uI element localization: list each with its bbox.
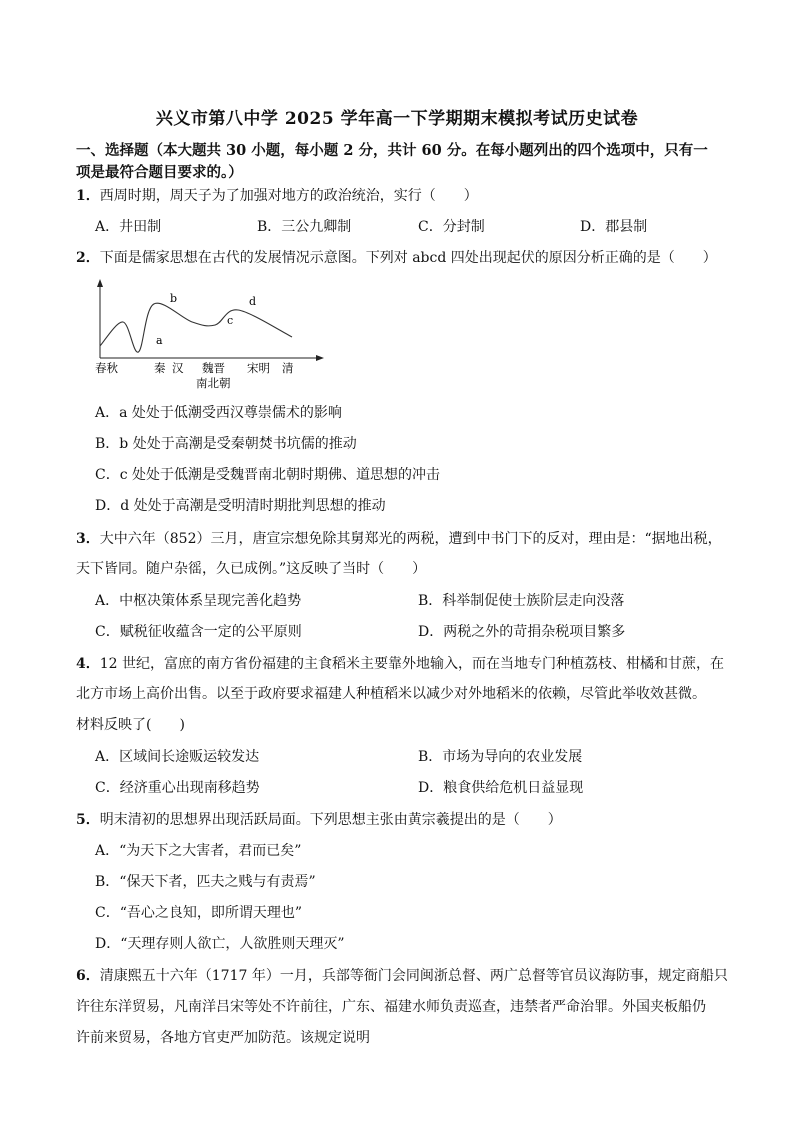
- chart-tick-label-songming: 宋明: [247, 361, 270, 375]
- chart-tick-label-chunqiu: 春秋: [95, 361, 118, 375]
- question-4-stem-line2: 北方市场上高价出售。以至于政府要求福建人种植稻米以减少对外地稻米的依赖，尽管此举收效甚微。: [76, 686, 706, 702]
- question-2-option-a: A．a 处处于低潮受西汉尊崇儒术的影响: [95, 405, 342, 421]
- section-heading-line1: 一、选择题（本大题共 30 小题，每小题 2 分，共计 60 分。在每小题列出的四个选项中，只有一: [76, 142, 708, 159]
- question-3-stem-line1: [76, 529, 756, 549]
- chart-point-label-a: a: [156, 334, 163, 347]
- confucianism-development-chart: [84, 275, 334, 395]
- question-5-option-c: C．“吾心之良知，即所谓天理也”: [95, 905, 303, 921]
- question-4-stem-line1: [76, 654, 756, 674]
- question-5-option-b: B．“保天下者，匹夫之贱与有责焉”: [95, 874, 316, 890]
- question-6-stem-line3: 许前来贸易，各地方官吏严加防范。该规定说明: [76, 1030, 370, 1046]
- question-3-option-b: B．科举制促使士族阶层走向没落: [418, 593, 625, 609]
- chart-tick-label-nanbeichao: 南北朝: [196, 376, 231, 390]
- question-4-option-c: C．经济重心出现南移趋势: [95, 780, 260, 796]
- chart-tick-label-han: 汉: [172, 361, 184, 375]
- question-5-stem: [76, 810, 756, 830]
- question-2-stem: [76, 248, 756, 268]
- question-6-number: 6．: [76, 968, 100, 984]
- question-6-stem-line1: [76, 966, 756, 986]
- chart-x-axis-arrow: [316, 355, 324, 361]
- question-4-stem-line3: 材料反映了( ): [76, 717, 185, 733]
- chart-tick-label-qin: 秦: [154, 361, 166, 375]
- question-4-text-1: 12 世纪，富庶的南方省份福建的主食稻米主要靠外地输入，而在当地专门种植荔枝、柑橘和甘蔗，在: [99, 656, 725, 672]
- chart-point-label-d: d: [249, 295, 257, 308]
- chart-y-axis-arrow: [97, 279, 103, 287]
- question-1-number: 1．: [76, 188, 100, 204]
- chart-point-label-b: b: [170, 292, 178, 305]
- question-4-option-d: D．粮食供给危机日益显现: [418, 780, 584, 796]
- question-3-option-a: A．中枢决策体系呈现完善化趋势: [95, 593, 302, 609]
- question-3-option-c: C．赋税征收蕴含一定的公平原则: [95, 624, 302, 640]
- question-2-number: 2．: [76, 250, 100, 266]
- question-3-option-d: D．两税之外的苛捐杂税项目繁多: [418, 624, 626, 640]
- question-6-text-1: 清康熙五十六年（1717 年）一月，兵部等衙门会同闽浙总督、两广总督等官员议海防事，规定商船只: [99, 968, 728, 984]
- page-title: 兴义市第八中学 2025 学年高一下学期期末模拟考试历史试卷: [155, 109, 639, 129]
- question-1-text: 西周时期，周天子为了加强对地方的政治统治，实行（ ）: [99, 188, 478, 204]
- chart-tick-label-qing: 清: [282, 361, 294, 375]
- question-5-text: 明末清初的思想界出现活跃局面。下列思想主张由黄宗羲提出的是（ ）: [99, 812, 562, 828]
- chart-point-label-c: c: [227, 314, 234, 327]
- question-3-stem-line2: 天下皆同。随户杂徭，久已成例。”这反映了当时（ ）: [76, 561, 427, 577]
- question-1-option-a: A．井田制: [95, 219, 162, 235]
- question-4-option-a: A．区域间长途贩运较发达: [95, 749, 260, 765]
- question-1-stem: [76, 186, 756, 206]
- question-5-option-d: D．“天理存则人欲亡，人欲胜则天理灭”: [95, 936, 345, 952]
- question-1-option-d: D．郡县制: [580, 219, 648, 235]
- section-heading-line2: 项是最符合题目要求的。）: [76, 164, 243, 181]
- question-2-option-b: B．b 处处于高潮是受秦朝焚书坑儒的推动: [95, 436, 357, 452]
- question-5-option-a: A．“为天下之大害者，君而已矣”: [95, 843, 302, 859]
- question-5-number: 5．: [76, 812, 100, 828]
- question-6-stem-line2: 许往东洋贸易，凡南洋吕宋等处不许前往，广东、福建水师负责巡查，违禁者严命治罪。外国夹板船仍: [76, 999, 706, 1015]
- question-2-option-c: C．c 处处于低潮是受魏晋南北朝时期佛、道思想的冲击: [95, 467, 441, 483]
- question-3-number: 3．: [76, 531, 100, 547]
- question-3-text-1: 大中六年（852）三月，唐宣宗想免除其舅郑光的两税，遭到中书门下的反对，理由是：“据地出税，: [99, 531, 722, 547]
- question-4-option-b: B．市场为导向的农业发展: [418, 749, 583, 765]
- question-2-option-d: D．d 处处于高潮是受明清时期批判思想的推动: [95, 498, 386, 514]
- question-1-option-c: C．分封制: [418, 219, 485, 235]
- question-2-text: 下面是儒家思想在古代的发展情况示意图。下列对 abcd 四处出现起伏的原因分析正确的是（ ）: [99, 250, 717, 266]
- question-1-option-b: B．三公九卿制: [257, 219, 352, 235]
- question-4-number: 4．: [76, 656, 100, 672]
- chart-tick-label-weijin: 魏晋: [202, 361, 225, 375]
- chart-series-line: [100, 303, 292, 352]
